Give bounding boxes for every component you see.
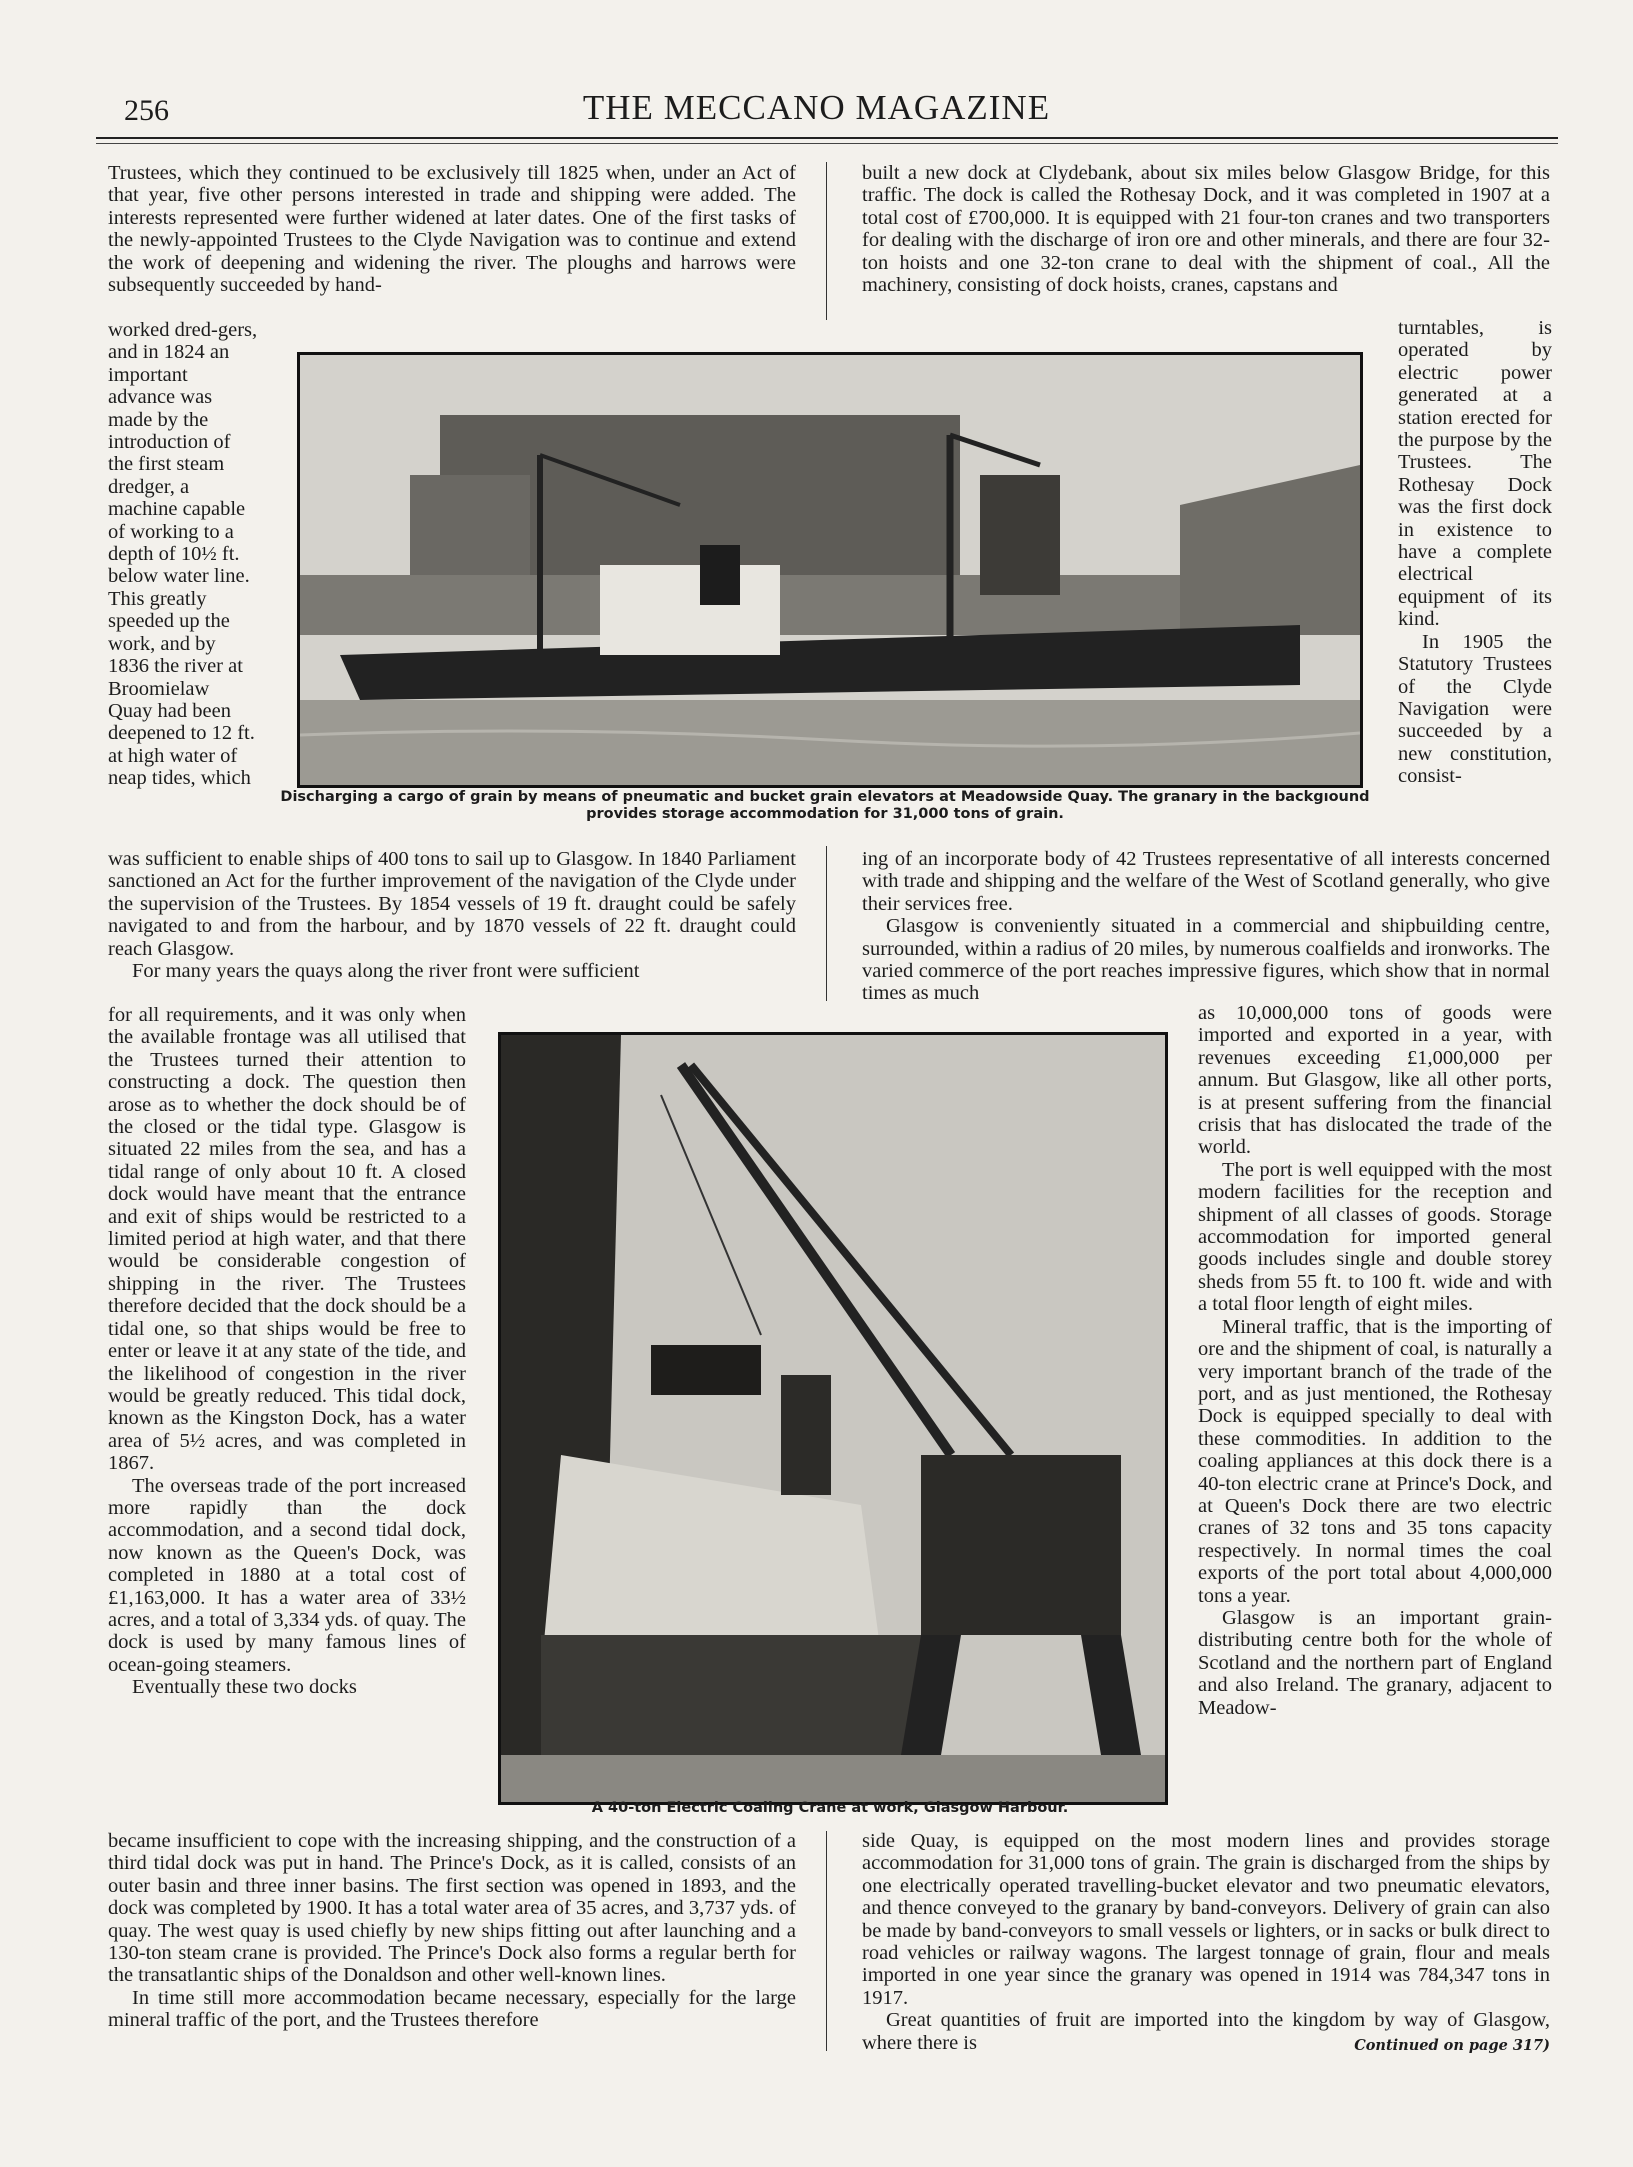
article-text-right-wrap-1: turntables, is operated by electric power generated at a station erected for the purpose by the Trustees. The Rothesay Dock was the first dock in existence to have a complete electrical equipment of its kind. In 1905 the Statutory Trustees of the Clyde Navigation were succeeded by a new constitution, consist- (1398, 317, 1552, 788)
article-text-right-mid: ing of an incorporate body of 42 Trustees representative of all interests concerned with trade and shipping and the welfare of the West of Scotland generally, who give their services free. Glasgow is conveniently situated in a commercial and shipbuilding centre, surrounded, within a radius of 20 miles, by numerous coalfields and ironworks. The varied commerce of the port reaches impressive figures, which show that in normal times as much (862, 848, 1550, 1005)
article-text-left-wrap-2: for all requirements, and it was only when the available frontage was all utilised that the Trustees turned their attention to constructing a dock. The question then arose as to whether the dock should be of the closed or the tidal type. Glasgow is situated 22 miles from the sea, and has a tidal range of only about 10 ft. A closed dock would have meant that the entrance and exit of ships would be restricted to a limited period at high water, and that there would be considerable congestion of shipping in the river. The Trustees therefore decided that the dock should be a tidal one, so that ships would be free to enter or leave it at any state of the tide, and the likelihood of congestion in the river would be greatly reduced. This tidal dock, known as the Kingston Dock, has a water area of 5½ acres, and was completed in 1867. The overseas trade of the port increased more rapidly than the dock accommodation, and a second tidal dock, now known as the Queen's Dock, was completed in 1880 at a total cost of £1,163,000. It has a water area of 33½ acres, and a total of 3,334 yds. of quay. The dock is used by many famous lines of ocean-going steamers. Eventually these two docks (108, 1004, 466, 1699)
magazine-title: THE MECCANO MAGAZINE (582, 88, 1051, 127)
coaling-crane-illustration (501, 1035, 1165, 1802)
article-text-top-left: Trustees, which they continued to be exclusively till 1825 when, under an Act of that year, five other persons interested in trade and shipping were added. The interests represented were further widened at later dates. One of the first tasks of the newly-appointed Trustees to the Clyde Navigation was to continue and extend the work of deepening and widening the river. The ploughs and harrows were subsequently succeeded by hand- (108, 162, 796, 297)
page-number: 256 (124, 94, 169, 127)
final-paragraph-text: Great quantities of fruit are imported into the kingdom by way of Glasgow, where there is (862, 2009, 1550, 2054)
crane-photo (498, 1032, 1168, 1805)
granary-photo-caption: Discharging a cargo of grain by means of pneumatic and bucket grain elevators at Meadowside Quay. The granary in the backgıound provides storage accommodation for 31,000 tons of grain. (280, 789, 1370, 822)
header-rule (96, 137, 1558, 139)
article-text-left-mid: was sufficient to enable ships of 400 tons to sail up to Glasgow. In 1840 Parliament sanctioned an Act for the further improvement of the navigation of the Clyde under the supervision of the Trustees. By 1854 vessels of 19 ft. draught could be safely navigated to and from the harbour, and by 1870 vessels of 22 ft. draught could reach Glasgow. For many years the quays along the river front were sufficient (108, 848, 796, 983)
granary-ship-illustration (300, 355, 1360, 785)
article-text-bottom-right: side Quay, is equipped on the most modern lines and provides storage accommodation for 31,000 tons of grain. The grain is discharged from the ships by one electrically operated travelling-bucket elevator and two pneumatic elevators, and thence conveyed to the granary by band-conveyors. Delivery of grain can also be made by band-conveyors to small vessels or lighters, or in sacks or bulk direct to road vehicles or railway wagons. The largest tonnage of grain, flour and meals imported in one year since the granary was opened in 1914 was 784,347 tons in 1917. Great quantities of fruit are imported into the kingdom by way of Glasgow, where there is Continued on page 317) (862, 1830, 1550, 2057)
column-divider-bottom (826, 1831, 827, 2051)
article-text-left-wrap-1: worked dred-gers, and in 1824 an important advance was made by the introduction of the first steam dredger, a machine capable of working to a depth of 10½ ft. below water line. This greatly speeded up the work, and by 1836 the river at Broomielaw Quay had been deepened to 12 ft. at high water of neap tides, which (108, 319, 258, 790)
header-rule-thin (96, 143, 1558, 144)
article-text-right-wrap-2: as 10,000,000 tons of goods were imported and exported in a year, with revenues exceeding £1,000,000 per annum. But Glasgow, like all other ports, is at present suffering from the financial crisis that has dislocated the trade of the world. The port is well equipped with the most modern facilities for the reception and shipment of all classes of goods. Storage accommodation for imported general goods includes single and double storey sheds from 55 ft. to 100 ft. wide and with a total floor length of eight miles. Mineral traffic, that is the importing of ore and the shipment of coal, is naturally a very important branch of the trade of the port, and as just mentioned, the Rothesay Dock is equipped specially to deal with these commodities. In addition to the coaling appliances at this dock there is a 40-ton electric crane at Prince's Dock, and at Queen's Dock there are two electric cranes of 32 tons and 35 tons capacity respectively. In normal times the coal exports of the port total about 4,000,000 tons a year. Glasgow is an important grain-distributing centre both for the whole of Scotland and the northern part of England and also Ireland. The granary, adjacent to Meadow- (1198, 1002, 1552, 1719)
column-divider-top (826, 162, 827, 320)
crane-photo-caption: A 40-ton Electric Coaling Crane at work, Glasgow Harbour. (591, 1800, 1069, 1816)
continued-note: Continued on page 317) (1354, 2036, 1550, 2054)
column-divider-middle (826, 846, 827, 1001)
granary-photo (297, 352, 1363, 788)
article-text-top-right: built a new dock at Clydebank, about six miles below Glasgow Bridge, for this traffic. The dock is called the Rothesay Dock, and it was completed in 1907 at a total cost of £700,000. It is equipped with 21 four-ton cranes and two transporters for dealing with the discharge of iron ore and other minerals, and there are four 32-ton hoists and one 32-ton crane to deal with the shipment of coal., All the machinery, consisting of dock hoists, cranes, capstans and (862, 162, 1550, 297)
article-text-bottom-left: became insufficient to cope with the increasing shipping, and the construction of a third tidal dock was put in hand. The Prince's Dock, as it is called, consists of an outer basin and three inner basins. The first section was opened in 1893, and the dock was completed by 1900. It has a total water area of 35 acres, and 3,737 yds. of quay. The west quay is used chiefly by new ships fitting out after launching and a 130-ton steam crane is provided. The Prince's Dock also forms a regular berth for the transatlantic ships of the Donaldson and other well-known lines. In time still more accommodation became necessary, especially for the large mineral traffic of the port, and the Trustees therefore (108, 1830, 796, 2032)
